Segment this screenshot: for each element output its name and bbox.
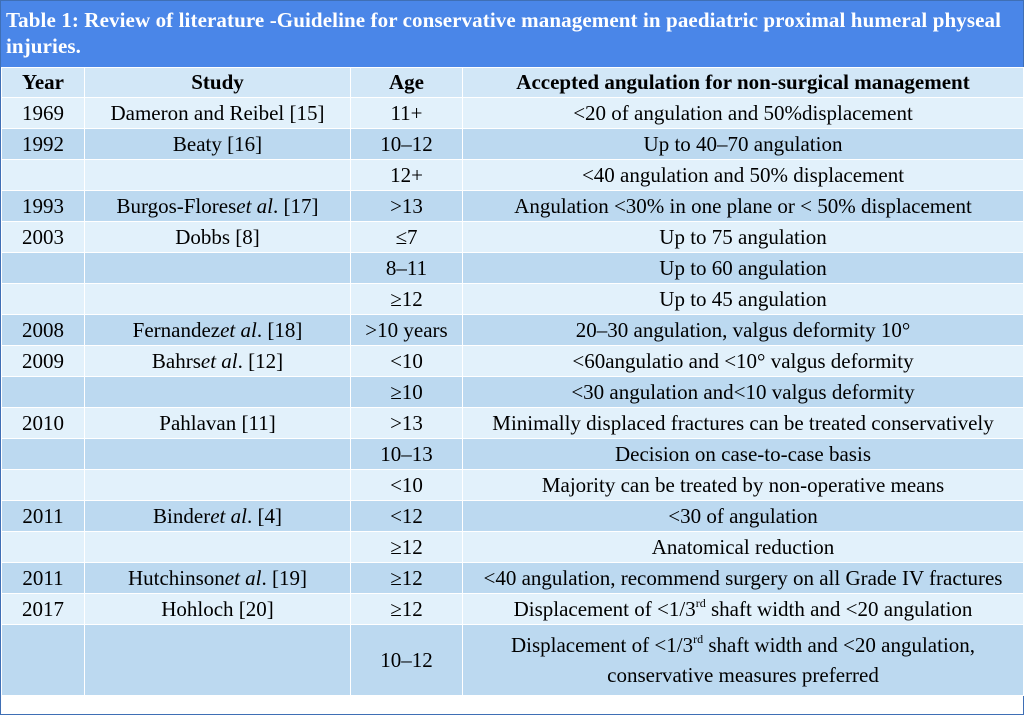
cell-age: >10 years: [351, 315, 463, 346]
cell-accepted-angulation: <20 of angulation and 50%displacement: [463, 98, 1024, 129]
cell-year: [2, 532, 85, 563]
accepted-text-end: shaft width and <20 angulation: [705, 597, 973, 621]
cell-age: 10–12: [351, 625, 463, 696]
cell-age: ≥12: [351, 532, 463, 563]
study-author: Hutchinson: [127, 565, 225, 590]
cell-accepted-angulation: Minimally displaced fractures can be treated conservatively: [463, 408, 1024, 439]
cell-age: 12+: [351, 160, 463, 191]
cell-study: Hohloch [20]: [85, 594, 351, 625]
cell-accepted-angulation: <30 of angulation: [463, 501, 1024, 532]
cell-study: [85, 563, 351, 594]
cell-study: [85, 346, 351, 377]
table-row: [2, 284, 1024, 315]
cell-study: Dobbs [8]: [85, 222, 351, 253]
cell-study: [85, 439, 351, 470]
accepted-text-line2: conservative measures preferred: [607, 663, 879, 687]
cell-year: 2010: [2, 408, 85, 439]
table-row: [2, 191, 1024, 222]
cell-age: ≥12: [351, 594, 463, 625]
cell-study: [85, 191, 351, 222]
cell-age: ≥12: [351, 563, 463, 594]
header-age: Age: [351, 68, 463, 98]
table-row: [2, 594, 1024, 625]
cell-accepted-angulation: <60angulatio and <10° valgus deformity: [463, 346, 1024, 377]
table-row: [2, 377, 1024, 408]
study-et-al: et al: [224, 565, 262, 590]
cell-accepted-angulation: <30 angulation and<10 valgus deformity: [463, 377, 1024, 408]
cell-age: ≤7: [351, 222, 463, 253]
table-row: [2, 470, 1024, 501]
accepted-superscript: rd: [693, 632, 704, 646]
table-row: [2, 315, 1024, 346]
cell-year: [2, 253, 85, 284]
study-reference: . [17]: [273, 193, 319, 218]
cell-accepted-angulation: Up to 40–70 angulation: [463, 129, 1024, 160]
cell-year: 1992: [2, 129, 85, 160]
study-reference: . [12]: [237, 348, 284, 373]
study-et-al: et al: [236, 193, 274, 218]
cell-study: [85, 160, 351, 191]
cell-study: Dameron and Reibel [15]: [85, 98, 351, 129]
cell-study: [85, 377, 351, 408]
cell-accepted-angulation: <40 angulation, recommend surgery on all Grade IV fractures: [463, 563, 1024, 594]
cell-age: 10–12: [351, 129, 463, 160]
accepted-text-end: shaft width and <20 angulation,: [703, 633, 976, 657]
table-caption: Table 1: Review of literature -Guideline for conservative management in paediatric proximal humeral physeal injuries.: [1, 1, 1023, 67]
study-reference: . [19]: [261, 565, 308, 590]
cell-study: [85, 501, 351, 532]
table-row: [2, 625, 1024, 696]
study-et-al: et al: [200, 348, 238, 373]
cell-study: Beaty [16]: [85, 129, 351, 160]
accepted-text: Displacement of <1/3: [510, 633, 694, 657]
study-et-al: et al: [210, 503, 247, 528]
study-reference: . [4]: [246, 503, 282, 528]
header-row: [2, 68, 1024, 98]
cell-age: <12: [351, 501, 463, 532]
cell-year: 2009: [2, 346, 85, 377]
cell-year: [2, 284, 85, 315]
cell-year: [2, 625, 85, 696]
cell-year: [2, 377, 85, 408]
header-accepted-angulation: Accepted angulation for non-surgical management: [463, 68, 1024, 98]
cell-age: ≥10: [351, 377, 463, 408]
cell-year: 1969: [2, 98, 85, 129]
table-row: [2, 129, 1024, 160]
cell-accepted-angulation: 20–30 angulation, valgus deformity 10°: [463, 315, 1024, 346]
table-row: [2, 346, 1024, 377]
table-row: [2, 439, 1024, 470]
study-reference: . [18]: [256, 317, 303, 342]
cell-age: <10: [351, 346, 463, 377]
literature-table: [1, 67, 1024, 696]
cell-study: [85, 284, 351, 315]
table-row: [2, 160, 1024, 191]
cell-accepted-angulation: <40 angulation and 50% displacement: [463, 160, 1024, 191]
cell-accepted-angulation: [463, 594, 1024, 625]
study-author: Burgos-Flores: [116, 193, 237, 218]
cell-study: [85, 470, 351, 501]
cell-year: 2017: [2, 594, 85, 625]
cell-study: [85, 253, 351, 284]
cell-year: 2008: [2, 315, 85, 346]
table-row: [2, 532, 1024, 563]
study-author: Bahrs: [151, 348, 201, 373]
table-row: [2, 408, 1024, 439]
cell-year: [2, 439, 85, 470]
cell-accepted-angulation: Majority can be treated by non-operative means: [463, 470, 1024, 501]
table-row: [2, 98, 1024, 129]
cell-accepted-angulation: [463, 625, 1024, 696]
study-author: Binder: [153, 503, 211, 528]
cell-accepted-angulation: Anatomical reduction: [463, 532, 1024, 563]
cell-age: 8–11: [351, 253, 463, 284]
header-study: Study: [85, 68, 351, 98]
table-row: [2, 563, 1024, 594]
header-year: Year: [2, 68, 85, 98]
cell-year: 2011: [2, 501, 85, 532]
study-author: Fernandez: [132, 317, 221, 342]
study-et-al: et al: [220, 317, 257, 342]
cell-accepted-angulation: Decision on case-to-case basis: [463, 439, 1024, 470]
table-row: [2, 253, 1024, 284]
cell-year: [2, 470, 85, 501]
cell-accepted-angulation: Up to 45 angulation: [463, 284, 1024, 315]
cell-year: [2, 160, 85, 191]
table-row: [2, 501, 1024, 532]
cell-accepted-angulation: Angulation <30% in one plane or < 50% displacement: [463, 191, 1024, 222]
cell-year: 2003: [2, 222, 85, 253]
cell-study: [85, 532, 351, 563]
cell-age: >13: [351, 191, 463, 222]
cell-study: [85, 315, 351, 346]
table-row: [2, 222, 1024, 253]
cell-accepted-angulation: Up to 60 angulation: [463, 253, 1024, 284]
cell-age: >13: [351, 408, 463, 439]
cell-year: 2011: [2, 563, 85, 594]
cell-age: 11+: [351, 98, 463, 129]
cell-accepted-angulation: Up to 75 angulation: [463, 222, 1024, 253]
cell-age: ≥12: [351, 284, 463, 315]
cell-age: 10–13: [351, 439, 463, 470]
cell-study: [85, 625, 351, 696]
accepted-superscript: rd: [695, 596, 706, 610]
accepted-text: Displacement of <1/3: [513, 597, 696, 621]
cell-age: <10: [351, 470, 463, 501]
cell-study: Pahlavan [11]: [85, 408, 351, 439]
cell-year: 1993: [2, 191, 85, 222]
